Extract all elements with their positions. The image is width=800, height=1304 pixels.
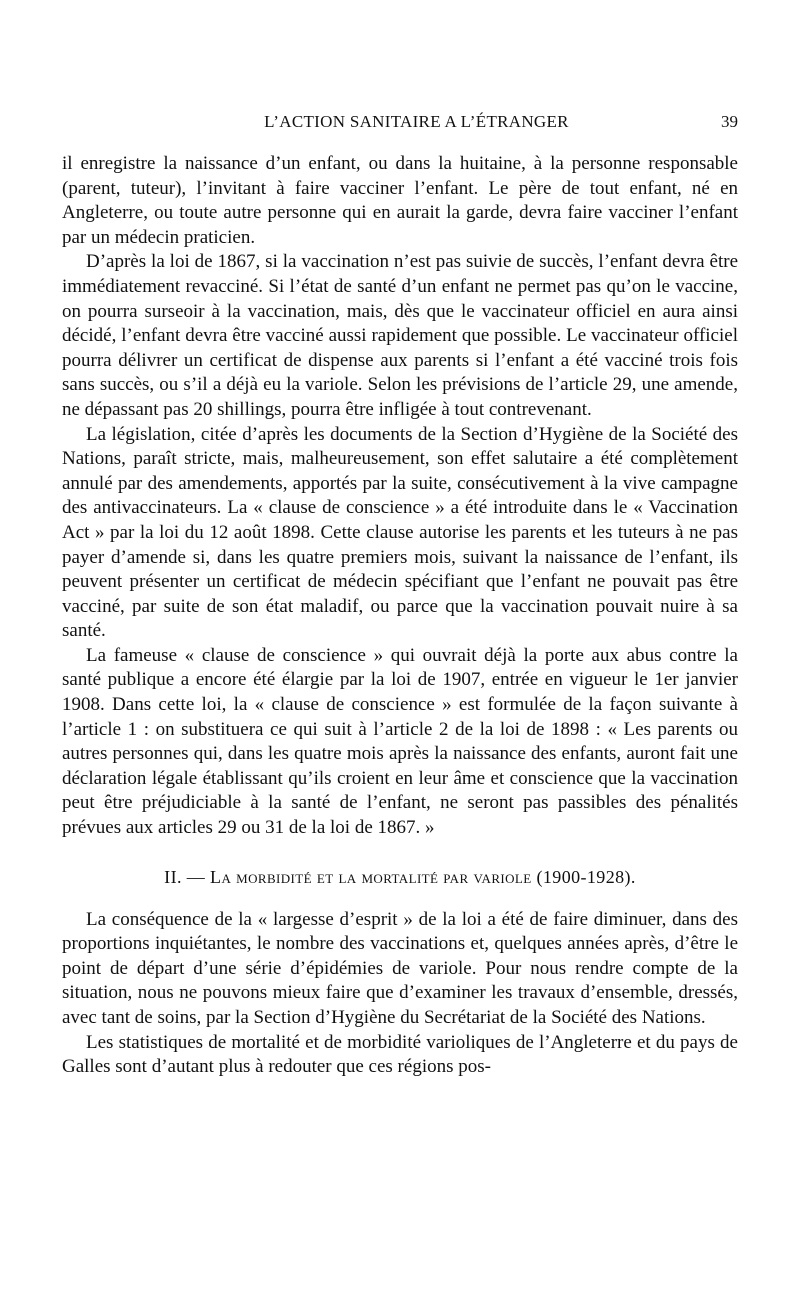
page-number: 39	[721, 112, 738, 131]
paragraph: La conséquence de la « largesse d’esprit » de la loi a été de faire diminuer, dans des proportions inquiétantes, le nombre des vaccinations et, quelques années après, d’être le point de départ d’une série d’épidémies de variole. Pour nous rendre compte de la situation, nous ne pouvons mieux faire que d’examiner les travaux d’ensemble, dressés, avec tant de soins, par la Section d’Hygiène du Secrétariat de la Société des Nations.	[62, 908, 738, 1028]
paragraph: Les statistiques de mortalité et de morbidité varioliques de l’Angleterre et du pays de Galles sont d’autant plus à redouter que ces régions pos-	[62, 1031, 738, 1078]
document-page	[62, 112, 738, 1080]
paragraph: La fameuse « clause de conscience » qui ouvrait déjà la porte aux abus contre la santé publique a encore été élargie par la loi de 1907, entrée en vigueur le 1er janvier 1908. Dans cette loi, la « clause de conscience » est formulée de la façon suivante à l’article 1 : on substituera ce qui suit à l’article 2 de la loi de 1898 : « Les parents ou autres personnes qui, dans les quatre mois après la naissance des enfants, auront fait une déclaration légale établissant qu’ils croient en leur âme et conscience que la vaccination peut être préjudiciable à la santé de l’enfant, ne seront pas passibles des pénalités prévues aux articles 29 ou 31 de la loi de 1867. »	[62, 644, 738, 839]
section-heading: II. — La morbidité et la mortalité par variole (1900-1928).	[164, 866, 636, 887]
paragraph: il enregistre la naissance d’un enfant, ou dans la huitaine, à la personne responsable (parent, tuteur), l’invitant à faire vacciner l’enfant. Le père de tout enfant, né en Angleterre, ou toute autre personne qui en aurait la garde, devra faire vacciner l’enfant par un médecin praticien.	[62, 153, 738, 248]
running-title: L’ACTION SANITAIRE A L’ÉTRANGER	[264, 112, 569, 131]
paragraph: D’après la loi de 1867, si la vaccination n’est pas suivie de succès, l’enfant devra être immédiatement revacciné. Si l’état de santé d’un enfant ne permet pas qu’on le vaccine, on pourra surseoir à la vaccination, mais, dès que le vaccinateur officiel en aura ainsi décidé, l’enfant devra être vacciné aussi rapidement que possible. Le vaccinateur officiel pourra délivrer un certificat de dispense aux parents si l’enfant a été vacciné trois fois sans succès, ou s’il a déjà eu la variole. Selon les prévisions de l’article 29, une amende, ne dépassant pas 20 shillings, pourra être infligée à tout contrevenant.	[62, 251, 738, 420]
body-text	[62, 152, 738, 1080]
running-header	[62, 112, 738, 152]
paragraph: La législation, citée d’après les documents de la Section d’Hygiène de la Société des Nations, paraît stricte, mais, malheureusement, son effet salutaire a été complètement annulé par des amendements, apportés par la suite, consécutivement à la vive campagne des antivaccinateurs. La « clause de conscience » a été introduite dans le « Vaccination Act » par la loi du 12 août 1898. Cette clause autorise les parents et les tuteurs à ne pas payer d’amende si, dans les quatre premiers mois, suivant la naissance de l’enfant, ils peuvent présenter un certificat de médecin spécifiant que l’enfant ne pouvait pas être vacciné, par suite de son état maladif, ou parce que la vaccination pouvait nuire à sa santé.	[62, 423, 738, 642]
